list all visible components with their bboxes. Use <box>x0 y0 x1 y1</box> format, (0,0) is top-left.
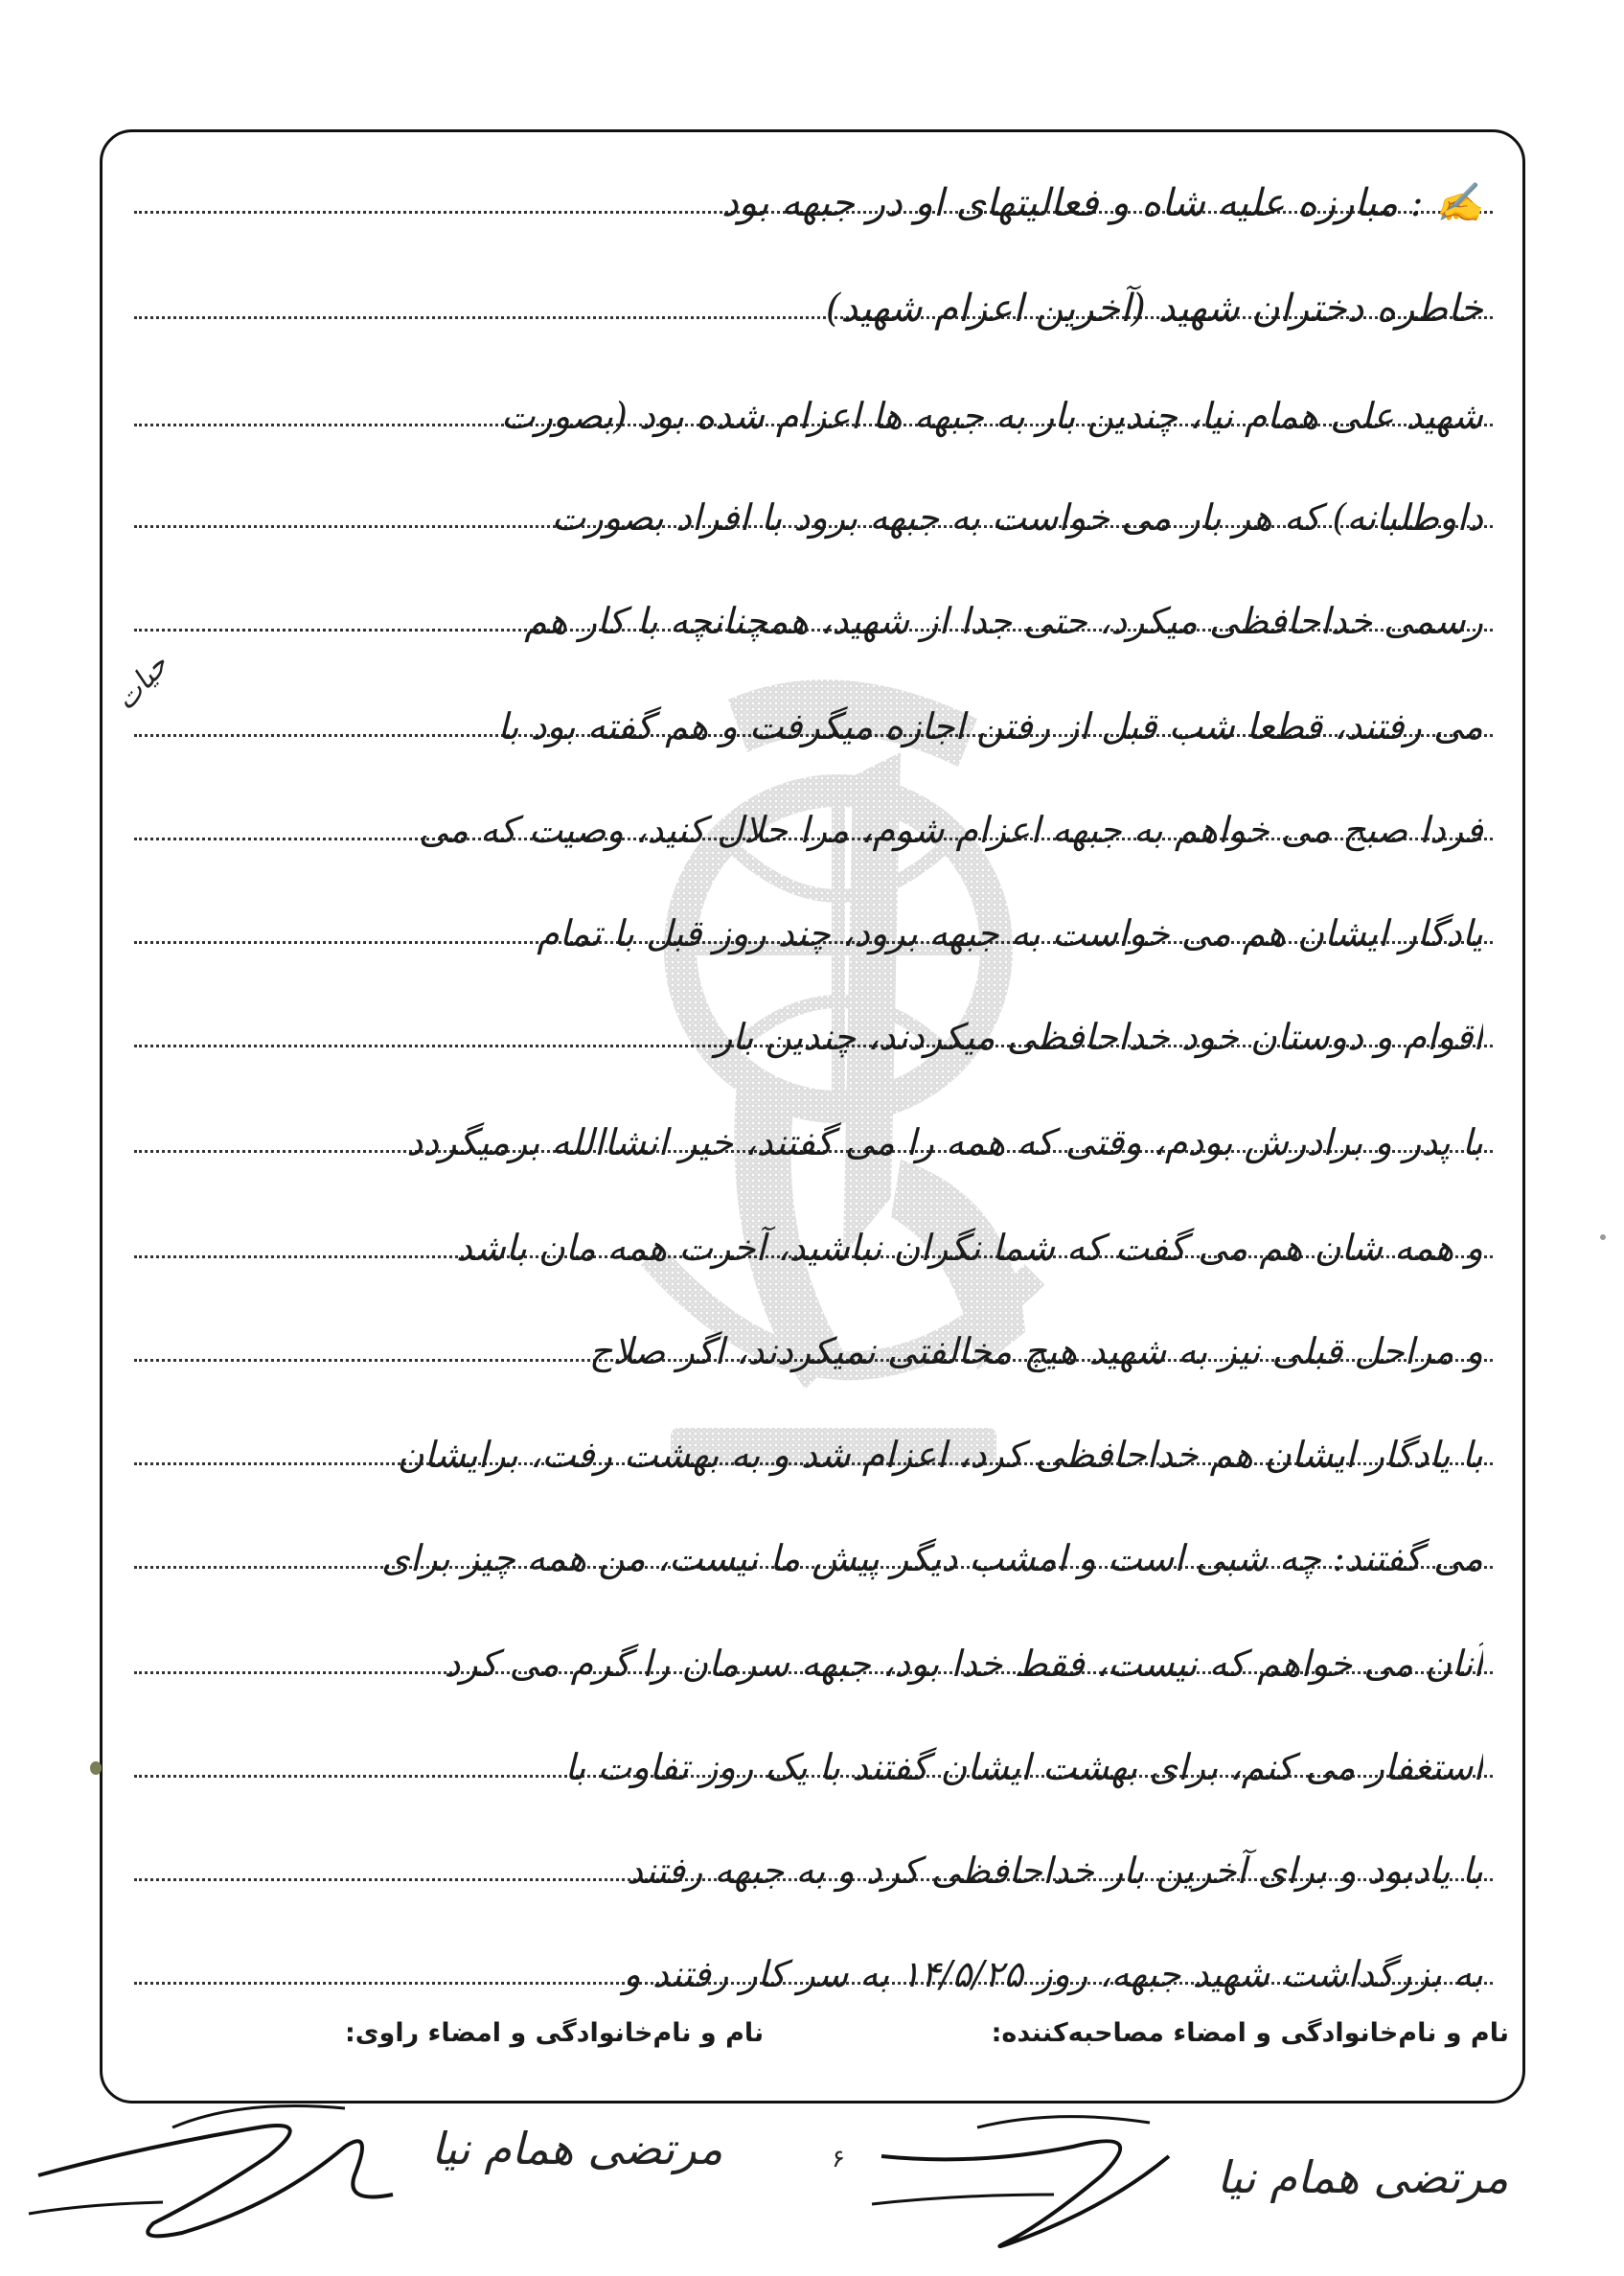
narrator-signature-label: نام و نام‌خانوادگی و امضاء راوی: <box>345 2018 765 2048</box>
narrator-signature-scrawl-icon <box>29 2089 431 2252</box>
handwritten-line: داوطلبانه) که هر بار می خواست به جبهه برود با افراد بصورت <box>551 496 1483 539</box>
handwritten-line: با یادبود و برای آخرین بار خداحافظی کرد و به جبهه رفتند <box>626 1850 1483 1892</box>
handwritten-line: با پدر و برادرش بودم، وقتی که همه را می گفتند، خیر انشاالله برمیگردد <box>406 1121 1483 1163</box>
handwritten-line: فردا صبح می خواهم به جبهه اعزام شوم، مرا حلال کنید، وصیت که می <box>418 809 1483 851</box>
handwritten-line: ✍ : مبارزه علیه شاه و فعالیتهای او در جبهه بود <box>721 181 1483 225</box>
handwritten-line: خاطره دختران شهید (آخرین اعزام شهید) <box>825 287 1483 331</box>
ink-spot-icon <box>90 1761 102 1775</box>
margin-note: حیات <box>108 648 175 718</box>
ink-spot-icon <box>1600 1234 1606 1240</box>
handwritten-line: با یادگار ایشان هم خداحافظی کرد، اعزام شد و به بهشت رفت، برایشان <box>397 1434 1483 1476</box>
handwritten-line: شهید علی همام نیا، چندین بار به جبهه ها اعزام شده بود (بصورت <box>500 395 1483 437</box>
interviewer-signature-label: نام و نام‌خانوادگی و امضاء مصاحبه‌کننده: <box>991 2018 1509 2048</box>
handwritten-line: یادگار ایشان هم می خواست به جبهه برود، چند روز قبل با تمام <box>537 912 1483 954</box>
handwritten-line: اقوام و دوستان خود خداحافظی میکردند، چندین بار <box>715 1016 1483 1058</box>
interviewer-signature: مرتضی همام نیا <box>1217 2151 1509 2203</box>
handwritten-line: و همه شان هم می گفت که شما نگران نباشید، آخرت همه مان باشد <box>456 1227 1483 1269</box>
handwritten-line: آنان می خواهم که نیست، فقط خدا بود، جبهه سرمان را گرم می کرد <box>444 1643 1483 1685</box>
handwritten-line: و مراحل قبلی نیز به شهید هیچ مخالفتی نمیکردند، اگر صلاح <box>588 1330 1483 1372</box>
handwritten-line: به بزرگداشت شهید جبهه، روز ۱۴/۵/۲۵ به سر کار رفتند و <box>623 1953 1483 1995</box>
handwritten-line: می رفتند، قطعا شب قبل از رفتن اجازه میگرفت و هم گفته بود با <box>497 705 1483 747</box>
narrator-signature: مرتضی همام نیا <box>431 2123 723 2174</box>
handwritten-line: استغفار می کنم، برای بهشت ایشان گفتند با یک روز تفاوت با <box>564 1746 1483 1788</box>
interviewer-signature-scrawl-icon <box>862 2099 1226 2262</box>
handwritten-line: رسمی خداحافظی میکرد، حتی جدا از شهید، همچنانچه با کار هم <box>524 600 1483 642</box>
handwritten-line: می گفتند: چه شبی است و امشب دیگر پیش ما نیست، من همه چیز برای <box>381 1537 1483 1579</box>
page-number: ۶ <box>832 2145 845 2173</box>
